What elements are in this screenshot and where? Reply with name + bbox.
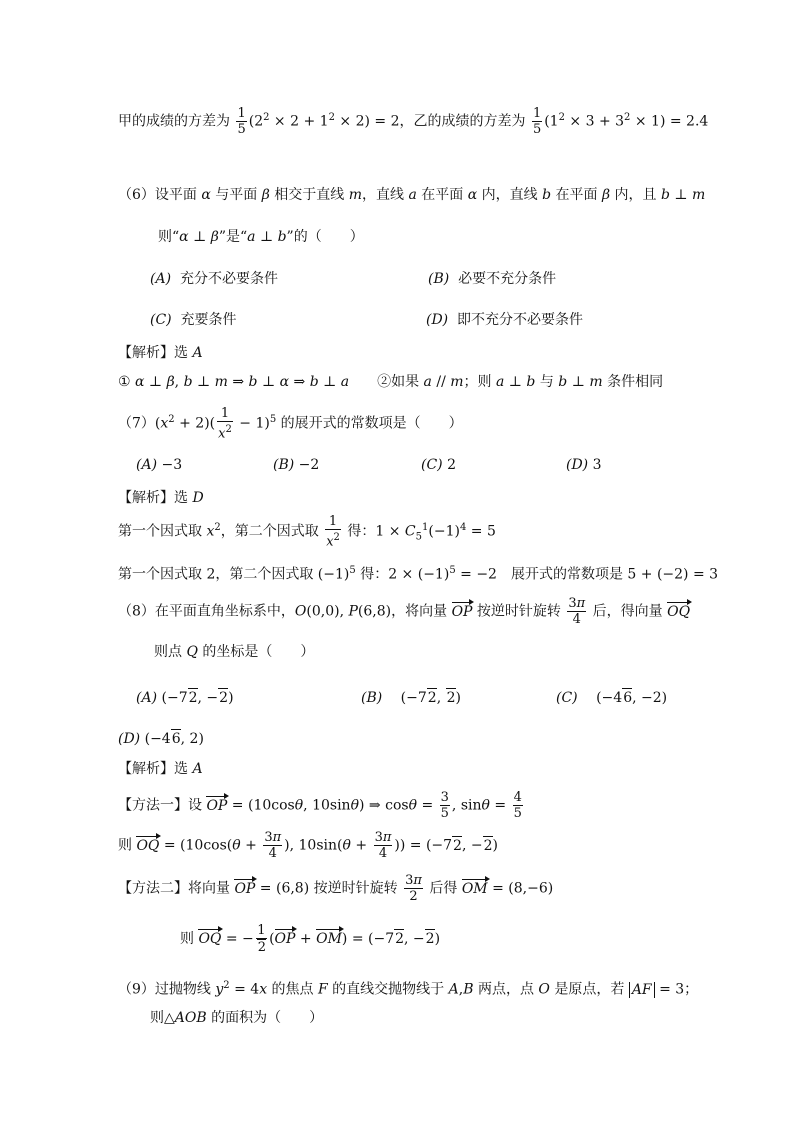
question-8-stem: （8）在平面直角坐标系中，O(0,0), P(6,8)，将向量 OP 按逆时针旋转 $\frac{3\pi}{4}$ 后，得向量 OQ	[118, 596, 691, 627]
explanation-6: ① α ⊥ β, b ⊥ m ⇒ b ⊥ α ⇒ b ⊥ a ②如果 a // m；则 a ⊥ b 与 b ⊥ m 条件相同	[118, 374, 664, 390]
option-7b: (B) −2	[273, 457, 320, 473]
fraction-one-over-x2: $\frac{1}{x^2}$	[218, 406, 232, 442]
question-6-ask: 则“α ⊥ β”是“a ⊥ b”的（ ）	[158, 229, 364, 245]
option-8c: (C) (−46, −2)	[556, 690, 668, 706]
question-8-ask: 则点 Q 的坐标是（ ）	[154, 644, 315, 660]
option-6b: (B) 必要不充分条件	[428, 271, 557, 287]
option-7d: (D) 3	[566, 457, 602, 473]
fraction-4-5: $\frac{4}{5}$	[513, 790, 522, 821]
fraction-3-5: $\frac{3}{5}$	[440, 790, 449, 821]
option-6d: (D) 即不充分不必要条件	[426, 312, 584, 328]
option-8b: (B) (−72, 2)	[361, 690, 461, 706]
question-7-stem: $(7)(x^2 + 2)$( $\frac{1}{x^2}$ − 1)$^5$ 的展开式的常数项是（ ）	[118, 406, 463, 442]
line-variance: 甲的成绩的方差为 $\frac{1}{5}$ $(2^2 \times 2 + 1^2 \times 2) = 2$，乙的成绩的方差为 $\frac{1}{5}$ $(1^2 \times 3 + 3^2 \times 1) = 2.4$	[118, 106, 709, 137]
fraction-3pi-4-b: $\frac{3\pi}{4}$	[374, 830, 392, 861]
question-6-stem: （6）设平面 α 与平面 β 相交于直线 m，直线 a 在平面 α 内，直线 b 在平面 β 内，且 b ⊥ m	[118, 187, 706, 203]
question-9-stem: （9）过抛物线 $y^2 = 4x$ 的焦点 F 的直线交抛物线于 A,B 两点，点 O 是原点，若 AF = 3；	[118, 980, 699, 998]
question-9-ask: 则△AOB 的面积为（ ）	[150, 1010, 324, 1026]
option-7c: (C) 2	[421, 457, 456, 473]
method-2-line1: 【方法二】将向量 OP = (6,8) 按逆时针旋转 $\frac{3\pi}{2}$ 后得 OM = (8,−6)	[118, 873, 554, 904]
fraction-one-over-x2-b: $\frac{1}{x^2}$	[326, 514, 340, 550]
method-2-line2: 则 OQ = − $\frac{1}{2}$ (OP + OM) = (−72, −2)	[180, 923, 441, 955]
option-6c: (C) 充要条件	[150, 312, 237, 328]
answer-8: 【解析】选 A	[118, 761, 203, 777]
answer-7: 【解析】选 D	[118, 490, 204, 506]
fraction-3pi-over-2: $\frac{3\pi}{2}$	[405, 873, 422, 904]
option-6a: (A) 充分不必要条件	[150, 271, 278, 287]
fraction-3pi-4-a: $\frac{3\pi}{4}$	[264, 830, 282, 861]
fraction-3pi-over-4: $\frac{3\pi}{4}$	[568, 596, 586, 627]
explanation-7-line2: 第一个因式取 2，第二个因式取 $(-1)^5$ 得：$2 \times (-1)^5 = -2$ 展开式的常数项是 5 + (−2) = 3	[118, 565, 719, 583]
fraction-one-over-root2: $\frac{1}{2}$	[257, 923, 267, 955]
method-1-line2: 则 OQ = (10cos(θ + $\frac{3\pi}{4}$ ), 10sin(θ + $\frac{3\pi}{4}$ )) = (−72, −2)	[118, 830, 498, 861]
fraction-one-fifth: $\frac{1}{5}$	[237, 106, 246, 137]
text-jia-variance: 甲的成绩的方差为	[118, 113, 230, 130]
fraction-one-fifth-2: $\frac{1}{5}$	[532, 106, 542, 137]
method-1-line1: 【方法一】设 OP = (10cosθ, 10sinθ) ⇒ cosθ = $\frac{3}{5}$ , sinθ = $\frac{4}{5}$	[118, 790, 522, 821]
option-8a: (A) (−72, −2)	[136, 690, 234, 706]
option-7a: (A) −3	[136, 457, 183, 473]
explanation-7-line1: 第一个因式取 $x^2$，第二个因式取 $\frac{1}{x^2}$ 得：$1 \times C_5^1(-1)^4 = 5$	[118, 514, 496, 550]
answer-6: 【解析】选 A	[118, 345, 203, 361]
text-yi-variance: 乙的成绩的方差为	[413, 113, 526, 130]
option-8d: (D) (−46, 2)	[118, 731, 204, 747]
